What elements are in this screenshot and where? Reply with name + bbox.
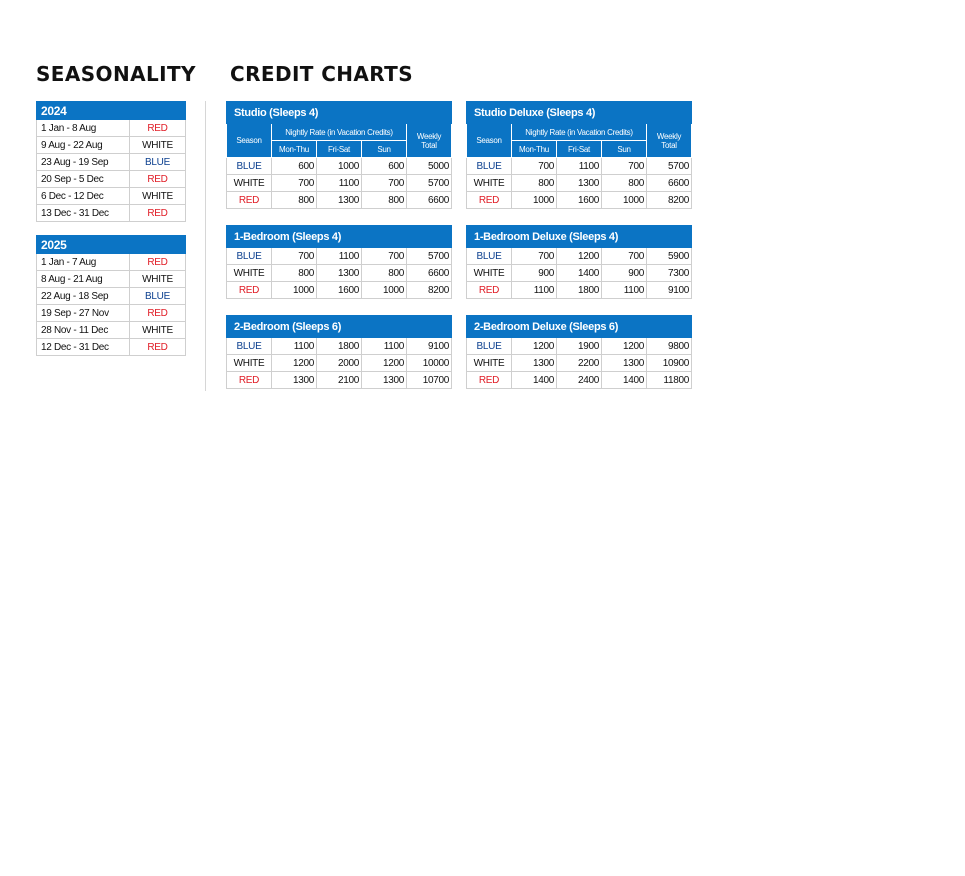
rate-mon-thu: 1100 xyxy=(512,282,557,299)
table-row xyxy=(227,372,452,389)
season-label: RED xyxy=(227,192,272,209)
table-row xyxy=(467,175,692,192)
rate-sun: 800 xyxy=(362,192,407,209)
table-row xyxy=(227,192,452,209)
rate-fri-sat: 1200 xyxy=(557,248,602,265)
table-row xyxy=(467,248,692,265)
rate-fri-sat: 1100 xyxy=(317,175,362,192)
rate-fri-sat: 1100 xyxy=(317,248,362,265)
table-row xyxy=(467,372,692,389)
rate-fri-sat: 1000 xyxy=(317,158,362,175)
table-row xyxy=(37,322,186,339)
column-header-sun: Sun xyxy=(602,141,647,158)
weekly-total: 8200 xyxy=(647,192,692,209)
table-row xyxy=(467,282,692,299)
table-row xyxy=(467,158,692,175)
credit-table xyxy=(466,101,692,209)
season-label: WHITE xyxy=(130,322,186,339)
table-row xyxy=(227,338,452,355)
column-header-season: Season xyxy=(227,124,272,158)
weekly-total: 6600 xyxy=(407,265,452,282)
weekly-total: 5700 xyxy=(407,248,452,265)
weekly-total: 10900 xyxy=(647,355,692,372)
column-header-sun: Sun xyxy=(362,141,407,158)
season-table-2025 xyxy=(36,235,186,356)
rate-fri-sat: 1100 xyxy=(557,158,602,175)
table-row xyxy=(227,265,452,282)
rate-mon-thu: 1000 xyxy=(512,192,557,209)
season-dates: 28 Nov - 11 Dec xyxy=(37,322,130,339)
season-label: RED xyxy=(130,305,186,322)
unit-title: 2-Bedroom (Sleeps 6) xyxy=(227,316,452,338)
rate-sun: 1300 xyxy=(362,372,407,389)
unit-title: Studio Deluxe (Sleeps 4) xyxy=(467,102,692,124)
season-label: WHITE xyxy=(467,175,512,192)
rate-fri-sat: 1900 xyxy=(557,338,602,355)
weekly-total: 9800 xyxy=(647,338,692,355)
rate-mon-thu: 800 xyxy=(272,192,317,209)
rate-sun: 600 xyxy=(362,158,407,175)
rate-fri-sat: 1300 xyxy=(557,175,602,192)
season-dates: 22 Aug - 18 Sep xyxy=(37,288,130,305)
season-label: WHITE xyxy=(467,265,512,282)
column-header-weekly-total: Weekly Total xyxy=(647,124,692,158)
table-row xyxy=(467,192,692,209)
season-dates: 1 Jan - 8 Aug xyxy=(37,120,130,137)
season-label: BLUE xyxy=(130,288,186,305)
table-row xyxy=(37,171,186,188)
table-row xyxy=(37,188,186,205)
rate-sun: 1300 xyxy=(602,355,647,372)
rate-mon-thu: 700 xyxy=(512,248,557,265)
rate-sun: 1200 xyxy=(362,355,407,372)
season-label: BLUE xyxy=(467,338,512,355)
season-label: RED xyxy=(130,254,186,271)
rate-mon-thu: 1400 xyxy=(512,372,557,389)
season-label: RED xyxy=(227,372,272,389)
column-header-fri-sat: Fri-Sat xyxy=(557,141,602,158)
rate-sun: 1100 xyxy=(602,282,647,299)
season-dates: 1 Jan - 7 Aug xyxy=(37,254,130,271)
table-row xyxy=(467,338,692,355)
seasonality-heading: SEASONALITY xyxy=(36,62,196,86)
weekly-total: 9100 xyxy=(647,282,692,299)
season-label: BLUE xyxy=(227,338,272,355)
table-row xyxy=(227,282,452,299)
rate-fri-sat: 1400 xyxy=(557,265,602,282)
table-row xyxy=(37,254,186,271)
unit-title: 2-Bedroom Deluxe (Sleeps 6) xyxy=(467,316,692,338)
season-label: RED xyxy=(467,282,512,299)
rate-fri-sat: 1800 xyxy=(557,282,602,299)
rate-fri-sat: 2400 xyxy=(557,372,602,389)
season-dates: 20 Sep - 5 Dec xyxy=(37,171,130,188)
season-table-2024 xyxy=(36,101,186,222)
rate-sun: 1000 xyxy=(602,192,647,209)
column-header-weekly-total: Weekly Total xyxy=(407,124,452,158)
rate-sun: 700 xyxy=(602,248,647,265)
rate-sun: 700 xyxy=(362,175,407,192)
column-header-mon-thu: Mon-Thu xyxy=(512,141,557,158)
table-row xyxy=(37,339,186,356)
rate-mon-thu: 1200 xyxy=(512,338,557,355)
season-label: BLUE xyxy=(227,158,272,175)
season-dates: 13 Dec - 31 Dec xyxy=(37,205,130,222)
table-row xyxy=(37,154,186,171)
weekly-total: 5700 xyxy=(647,158,692,175)
season-label: WHITE xyxy=(227,265,272,282)
season-label: WHITE xyxy=(227,355,272,372)
season-dates: 19 Sep - 27 Nov xyxy=(37,305,130,322)
rate-fri-sat: 1300 xyxy=(317,192,362,209)
weekly-total: 6600 xyxy=(647,175,692,192)
credit-table xyxy=(226,101,452,209)
rate-fri-sat: 2200 xyxy=(557,355,602,372)
table-row xyxy=(227,248,452,265)
weekly-total: 10000 xyxy=(407,355,452,372)
season-label: RED xyxy=(130,120,186,137)
column-header-fri-sat: Fri-Sat xyxy=(317,141,362,158)
rate-fri-sat: 1800 xyxy=(317,338,362,355)
season-label: WHITE xyxy=(467,355,512,372)
season-label: BLUE xyxy=(467,158,512,175)
rate-sun: 700 xyxy=(602,158,647,175)
season-year-header: 2025 xyxy=(37,236,186,254)
season-label: RED xyxy=(130,171,186,188)
rate-sun: 1000 xyxy=(362,282,407,299)
weekly-total: 9100 xyxy=(407,338,452,355)
rate-mon-thu: 600 xyxy=(272,158,317,175)
credit-table xyxy=(466,315,692,389)
column-header-nightly-rate: Nightly Rate (in Vacation Credits) xyxy=(272,124,407,141)
weekly-total: 5900 xyxy=(647,248,692,265)
credit-table xyxy=(466,225,692,299)
rate-fri-sat: 2000 xyxy=(317,355,362,372)
season-label: BLUE xyxy=(467,248,512,265)
season-label: WHITE xyxy=(130,137,186,154)
rate-sun: 1200 xyxy=(602,338,647,355)
column-header-mon-thu: Mon-Thu xyxy=(272,141,317,158)
weekly-total: 6600 xyxy=(407,192,452,209)
unit-title: Studio (Sleeps 4) xyxy=(227,102,452,124)
rate-mon-thu: 800 xyxy=(512,175,557,192)
table-row xyxy=(227,158,452,175)
rate-sun: 800 xyxy=(362,265,407,282)
column-header-nightly-rate: Nightly Rate (in Vacation Credits) xyxy=(512,124,647,141)
table-row xyxy=(227,355,452,372)
table-row xyxy=(37,288,186,305)
credit-table xyxy=(226,225,452,299)
season-year-header: 2024 xyxy=(37,102,186,120)
weekly-total: 8200 xyxy=(407,282,452,299)
table-row xyxy=(37,271,186,288)
season-label: RED xyxy=(467,372,512,389)
season-label: WHITE xyxy=(130,188,186,205)
season-label: RED xyxy=(467,192,512,209)
rate-sun: 800 xyxy=(602,175,647,192)
rate-fri-sat: 1300 xyxy=(317,265,362,282)
rate-fri-sat: 1600 xyxy=(557,192,602,209)
column-header-season: Season xyxy=(467,124,512,158)
unit-title: 1-Bedroom (Sleeps 4) xyxy=(227,226,452,248)
season-label: RED xyxy=(130,339,186,356)
weekly-total: 7300 xyxy=(647,265,692,282)
rate-fri-sat: 2100 xyxy=(317,372,362,389)
table-row xyxy=(37,120,186,137)
weekly-total: 5000 xyxy=(407,158,452,175)
rate-mon-thu: 1100 xyxy=(272,338,317,355)
season-dates: 23 Aug - 19 Sep xyxy=(37,154,130,171)
table-row xyxy=(467,265,692,282)
table-row xyxy=(37,205,186,222)
season-label: BLUE xyxy=(227,248,272,265)
season-label: BLUE xyxy=(130,154,186,171)
rate-mon-thu: 700 xyxy=(512,158,557,175)
rate-mon-thu: 1000 xyxy=(272,282,317,299)
weekly-total: 5700 xyxy=(407,175,452,192)
season-dates: 9 Aug - 22 Aug xyxy=(37,137,130,154)
rate-mon-thu: 800 xyxy=(272,265,317,282)
credit-charts-heading: CREDIT CHARTS xyxy=(230,62,414,86)
rate-sun: 1400 xyxy=(602,372,647,389)
rate-mon-thu: 1300 xyxy=(272,372,317,389)
table-row xyxy=(37,137,186,154)
weekly-total: 10700 xyxy=(407,372,452,389)
weekly-total: 11800 xyxy=(647,372,692,389)
rate-sun: 700 xyxy=(362,248,407,265)
table-row xyxy=(467,355,692,372)
table-row xyxy=(227,175,452,192)
rate-mon-thu: 1200 xyxy=(272,355,317,372)
season-label: RED xyxy=(227,282,272,299)
season-dates: 8 Aug - 21 Aug xyxy=(37,271,130,288)
season-label: RED xyxy=(130,205,186,222)
rate-mon-thu: 1300 xyxy=(512,355,557,372)
rate-fri-sat: 1600 xyxy=(317,282,362,299)
rate-mon-thu: 700 xyxy=(272,175,317,192)
rate-mon-thu: 900 xyxy=(512,265,557,282)
unit-title: 1-Bedroom Deluxe (Sleeps 4) xyxy=(467,226,692,248)
rate-mon-thu: 700 xyxy=(272,248,317,265)
section-divider xyxy=(205,101,206,391)
season-label: WHITE xyxy=(130,271,186,288)
rate-sun: 900 xyxy=(602,265,647,282)
season-dates: 12 Dec - 31 Dec xyxy=(37,339,130,356)
rate-sun: 1100 xyxy=(362,338,407,355)
table-row xyxy=(37,305,186,322)
season-dates: 6 Dec - 12 Dec xyxy=(37,188,130,205)
season-label: WHITE xyxy=(227,175,272,192)
credit-table xyxy=(226,315,452,389)
